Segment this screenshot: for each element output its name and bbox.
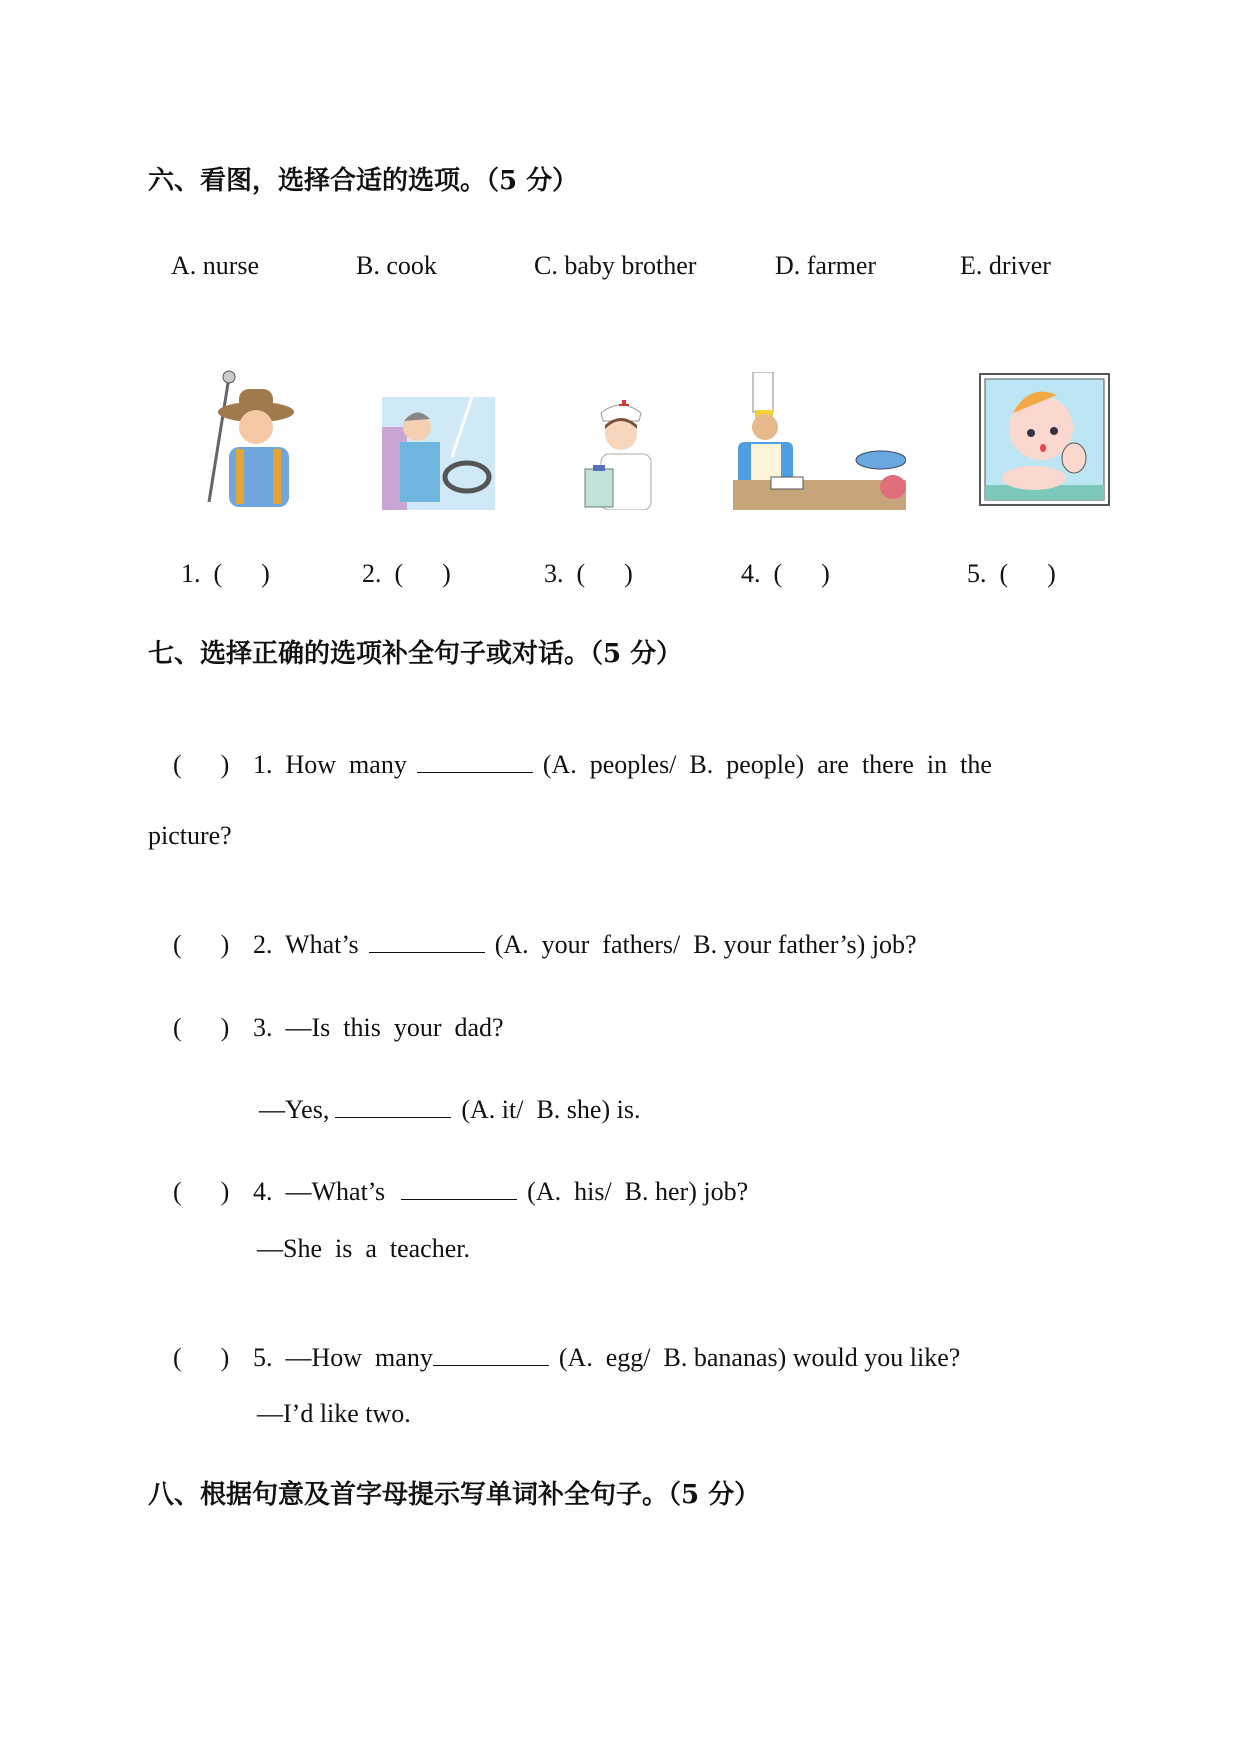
answer-blank[interactable] xyxy=(335,1116,451,1118)
answer-bracket[interactable]: ( ) xyxy=(173,1013,230,1042)
option-a: A. nurse xyxy=(171,251,260,280)
question-choices: (A. peoples/ B. people) are there in the xyxy=(542,750,992,779)
question-choices: (A. your fathers/ B. your father’s) job? xyxy=(494,930,917,959)
answer-bracket[interactable]: ( ) xyxy=(173,930,230,959)
baby-picture xyxy=(979,373,1110,506)
answer-2[interactable]: 2. ( ) xyxy=(362,559,451,588)
option-d: D. farmer xyxy=(775,251,877,280)
answer-blank[interactable] xyxy=(417,771,533,773)
answer-3[interactable]: 3. ( ) xyxy=(544,559,633,588)
question-1 xyxy=(160,726,992,778)
question-choices: (A. it/ B. she) is. xyxy=(461,1095,641,1124)
question-choices: (A. his/ B. her) job? xyxy=(527,1177,749,1206)
question-2 xyxy=(160,906,917,958)
question-3-reply xyxy=(246,1071,640,1123)
reply-text: —Yes, xyxy=(259,1095,330,1124)
answer-blank[interactable] xyxy=(433,1364,549,1366)
answer-blank[interactable] xyxy=(401,1198,517,1200)
question-1-continued: picture? xyxy=(148,821,232,850)
question-4 xyxy=(160,1153,748,1205)
section-7-heading: 七、选择正确的选项补全句子或对话。（5 分） xyxy=(148,639,683,669)
answer-4[interactable]: 4. ( ) xyxy=(741,559,830,588)
question-text: 3. —Is this your dad? xyxy=(253,1013,504,1042)
question-text: 5. —How many xyxy=(253,1343,433,1372)
answer-1[interactable]: 1. ( ) xyxy=(181,559,270,588)
answer-blank[interactable] xyxy=(369,951,485,953)
farmer-picture xyxy=(201,367,305,510)
question-5-reply: —I’d like two. xyxy=(257,1399,411,1428)
answer-bracket[interactable]: ( ) xyxy=(173,1343,230,1372)
question-4-reply: —She is a teacher. xyxy=(257,1234,470,1263)
question-choices: (A. egg/ B. bananas) would you like? xyxy=(558,1343,961,1372)
section-6-heading: 六、看图，选择合适的选项。（5 分） xyxy=(148,166,579,196)
question-3 xyxy=(160,989,504,1041)
section-8-heading: 八、根据句意及首字母提示写单词补全句子。（5 分） xyxy=(148,1480,761,1510)
cook-picture xyxy=(733,372,906,510)
answer-bracket[interactable]: ( ) xyxy=(173,750,230,779)
answer-bracket[interactable]: ( ) xyxy=(173,1177,230,1206)
option-e: E. driver xyxy=(960,251,1051,280)
option-c: C. baby brother xyxy=(534,251,697,280)
nurse-picture xyxy=(579,399,663,510)
question-text: 2. What’s xyxy=(253,930,359,959)
question-5 xyxy=(160,1319,960,1371)
driver-picture xyxy=(382,397,495,510)
answer-5[interactable]: 5. ( ) xyxy=(967,559,1056,588)
question-text: 4. —What’s xyxy=(253,1177,386,1206)
option-b: B. cook xyxy=(356,251,437,280)
question-text: 1. How many xyxy=(253,750,407,779)
